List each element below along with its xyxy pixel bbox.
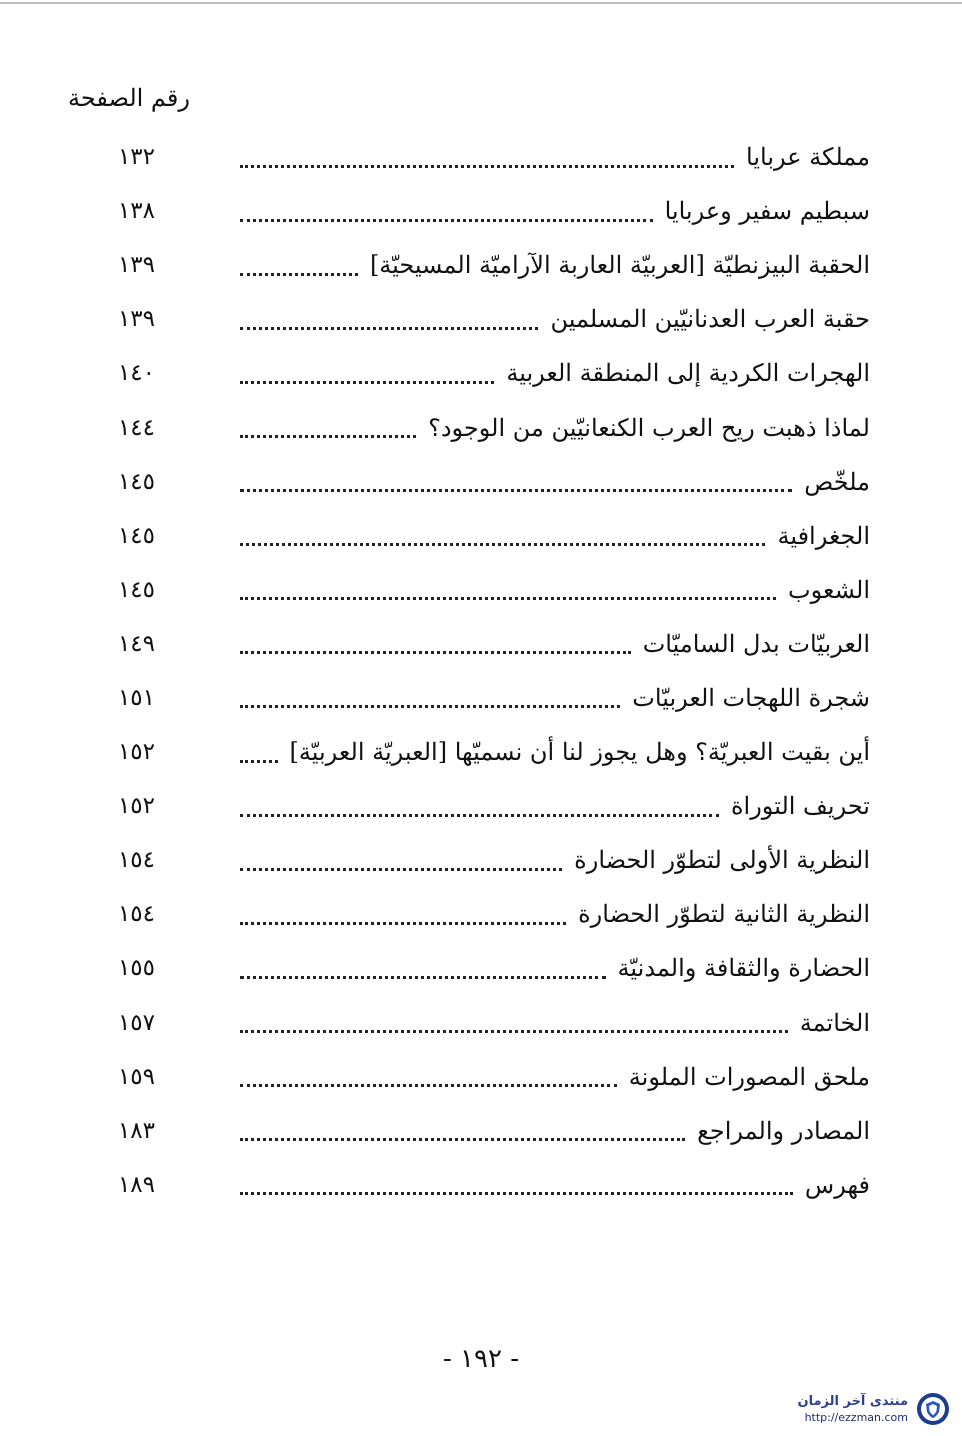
toc-entry <box>95 509 870 563</box>
toc-entry <box>95 184 870 238</box>
toc-dot-leader <box>240 699 620 708</box>
toc-entry-page-number: ١٣٩ <box>117 306 155 333</box>
toc-dot-leader <box>240 591 776 600</box>
toc-entry-page-number: ١٤٤ <box>117 414 155 441</box>
toc-dot-leader <box>240 1024 788 1033</box>
toc-entry-page-number: ١٨٣ <box>117 1117 155 1144</box>
toc-entry <box>95 563 870 617</box>
toc-entry <box>95 725 870 779</box>
page-folio: - ١٩٢ - <box>442 1344 520 1374</box>
toc-dot-leader <box>240 375 494 384</box>
toc-entry-title: الجغرافية <box>777 521 870 550</box>
toc-dot-leader <box>240 754 278 763</box>
toc-entry <box>95 346 870 400</box>
toc-entry <box>95 1050 870 1104</box>
toc-entry-page-number: ١٤٠ <box>117 360 155 387</box>
toc-entry <box>95 238 870 292</box>
toc-dot-leader <box>240 970 606 979</box>
toc-dot-leader <box>240 213 653 222</box>
toc-entry <box>95 833 870 887</box>
toc-entry-page-number: ١٤٥ <box>117 576 155 603</box>
toc-dot-leader <box>240 1078 617 1087</box>
toc-dot-leader <box>240 483 792 492</box>
toc-entry-title: تحريف التوراة <box>730 792 870 821</box>
toc-entry-title: أين بقيت العبريّة؟ وهل يجوز لنا أن نسميّها [العبريّة العربيّة] <box>289 738 870 767</box>
toc-entry-title: شجرة اللهجات العربيّات <box>632 683 870 712</box>
toc-entry-page-number: ١٥٧ <box>117 1009 155 1036</box>
toc-entry <box>95 996 870 1050</box>
toc-dot-leader <box>240 1132 685 1141</box>
toc-entry-page-number: ١٥٩ <box>117 1063 155 1090</box>
toc-entry-title: فهرس <box>804 1170 870 1199</box>
toc-entry <box>95 941 870 995</box>
toc-entry-title: النظرية الثانية لتطوّر الحضارة <box>578 900 870 929</box>
toc-entry-title: الحقبة البيزنطيّة [العربيّة العاربة الآراميّة المسيحيّة] <box>369 251 870 280</box>
toc-entry <box>95 617 870 671</box>
toc-entry <box>95 1158 870 1212</box>
toc-entry-page-number: ١٤٥ <box>117 468 155 495</box>
shield-logo-icon <box>916 1392 950 1426</box>
toc-entry-title: سبطيم سفير وعربايا <box>664 197 870 226</box>
toc-entry <box>95 671 870 725</box>
toc-entry-title: الهجرات الكردية إلى المنطقة العربية <box>506 359 870 388</box>
toc-dot-leader <box>240 916 566 925</box>
top-border-line <box>0 2 962 4</box>
toc-entry-page-number: ١٣٢ <box>117 144 155 171</box>
toc-entry-title: ملحق المصورات الملونة <box>628 1062 870 1091</box>
toc-dot-leader <box>240 159 734 168</box>
toc-entry-page-number: ١٤٩ <box>117 630 155 657</box>
toc-entry-title: ملخّص <box>804 467 870 496</box>
toc-entry-title: مملكة عربايا <box>746 143 870 172</box>
toc-dot-leader <box>240 321 538 330</box>
toc-dot-leader <box>240 862 562 871</box>
toc-entry-title: الحضارة والثقافة والمدنيّة <box>617 954 870 983</box>
toc-entry-page-number: ١٥٢ <box>117 739 155 766</box>
watermark-text <box>798 1394 909 1424</box>
toc-entry-title: النظرية الأولى لتطوّر الحضارة <box>574 846 870 875</box>
toc-entry-page-number: ١٥٤ <box>117 847 155 874</box>
toc-entry <box>95 1104 870 1158</box>
toc-dot-leader <box>240 808 719 817</box>
toc-entry <box>95 779 870 833</box>
toc-entry-title: لماذا ذهبت ريح العرب الكنعانيّين من الوجود؟ <box>428 413 870 442</box>
toc-entry-page-number: ١٣٨ <box>117 198 155 225</box>
watermark-site-url: http://ezzman.com <box>804 1411 908 1424</box>
toc-entry-page-number: ١٥١ <box>117 684 155 711</box>
toc-entry-page-number: ١٨٩ <box>117 1171 155 1198</box>
toc-entry-page-number: ١٤٥ <box>117 522 155 549</box>
toc-entry-page-number: ١٥٤ <box>117 901 155 928</box>
toc-entry <box>95 400 870 454</box>
toc-dot-leader <box>240 537 765 546</box>
toc-entry-page-number: ١٥٥ <box>117 955 155 982</box>
table-of-contents <box>95 130 870 1212</box>
toc-entry-page-number: ١٣٩ <box>117 252 155 279</box>
toc-dot-leader <box>240 1186 793 1195</box>
toc-entry-title: الشعوب <box>788 575 870 604</box>
toc-entry <box>95 887 870 941</box>
toc-entry-title: المصادر والمراجع <box>697 1116 870 1145</box>
page-number-column-heading: رقم الصفحة <box>68 84 190 112</box>
toc-entry <box>95 292 870 346</box>
toc-entry <box>95 455 870 509</box>
toc-entry-page-number: ١٥٢ <box>117 793 155 820</box>
toc-dot-leader <box>240 645 631 654</box>
toc-dot-leader <box>240 267 358 276</box>
toc-entry-title: الخاتمة <box>799 1008 870 1037</box>
toc-entry <box>95 130 870 184</box>
toc-entry-title: العربيّات بدل الساميّات <box>642 629 870 658</box>
toc-dot-leader <box>240 429 416 438</box>
site-watermark <box>798 1392 951 1426</box>
watermark-site-name: منتدى آخر الزمان <box>797 1394 908 1409</box>
toc-entry-title: حقبة العرب العدنانيّين المسلمين <box>550 305 870 334</box>
